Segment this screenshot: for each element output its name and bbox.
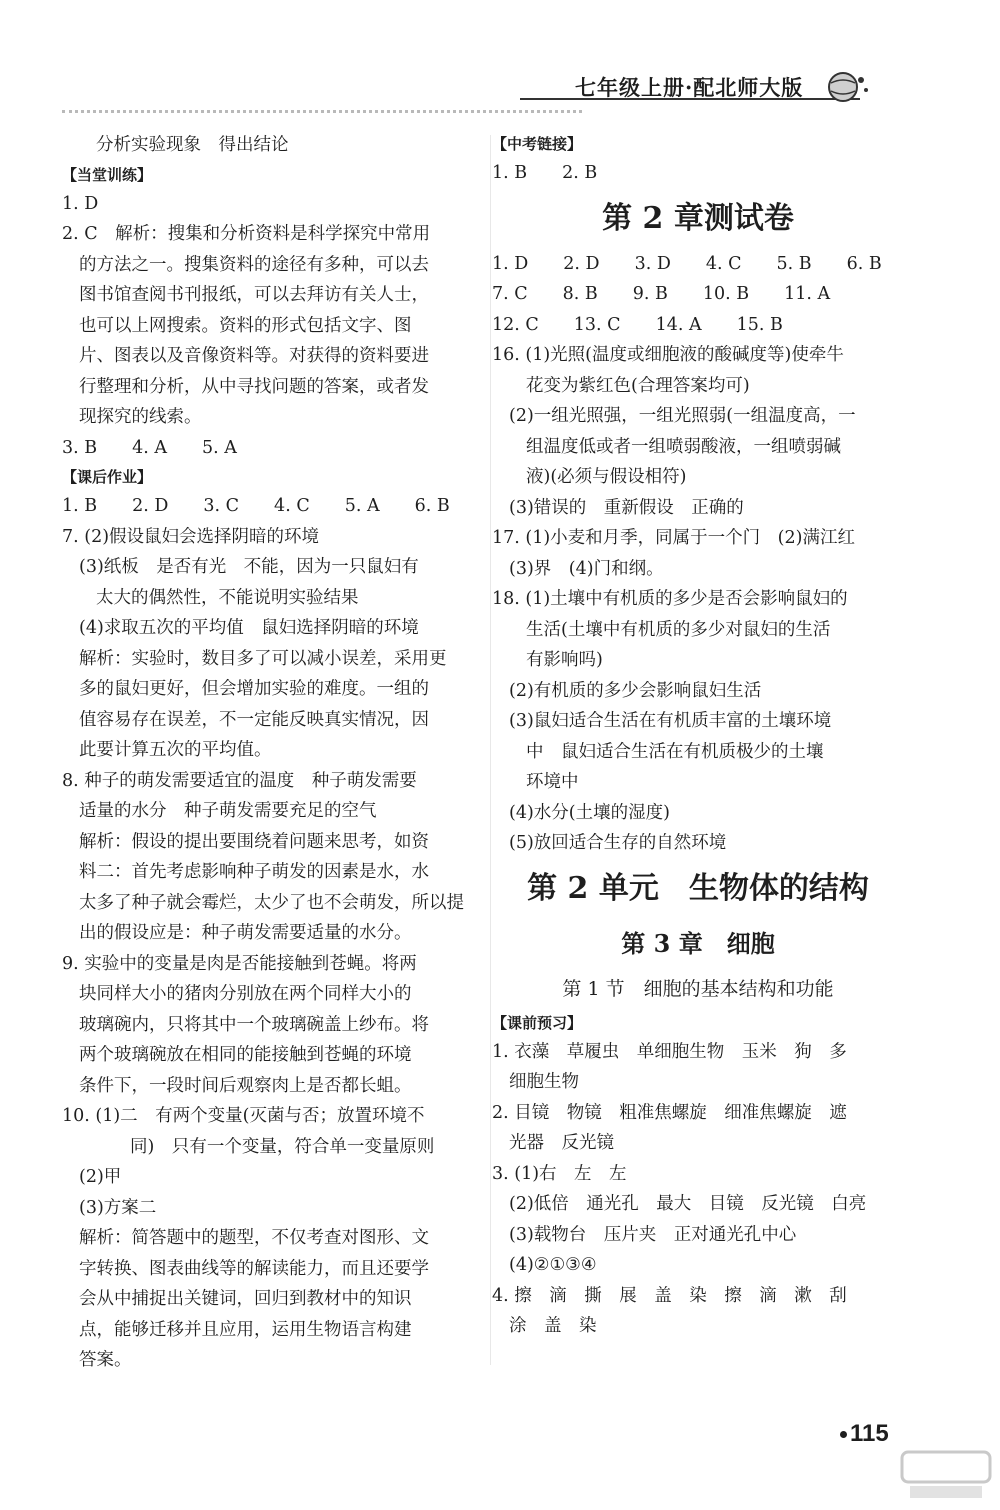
text-line: 生活(土壤中有机质的多少对鼠妇的生活 [526,619,831,640]
text-line: 3. B 4. A 5. A [62,437,237,458]
text-line: 12. C 13. C 14. A 15. B [492,314,783,335]
text-line: 字转换、图表曲线等的解读能力，而且还要学 [79,1258,429,1279]
text-line: 组温度低或者一组喷弱酸液，一组喷弱碱 [526,436,841,457]
text-line: 值容易存在误差，不一定能反映真实情况，因 [79,709,429,730]
chapter-heading: 第 2 单元 生物体的结构 [527,870,869,906]
text-line: 解析：简答题中的题型，不仅考查对图形、文 [79,1228,429,1248]
text-line: (2)有机质的多少会影响鼠妇生活 [509,680,762,701]
text-line: 会从中捕捉出关键词，回归到教材中的知识 [79,1289,412,1309]
book-title: 七年级上册·配北师大版 [575,75,804,100]
text-line: 涂 盖 染 [509,1316,597,1336]
text-line: 片、图表以及音像资料等。对获得的资料要进 [79,346,429,366]
header-dotted-rule [62,110,582,113]
text-line: 的方法之一。搜集资料的途径有多种，可以去 [79,254,429,275]
text-line: 7. (2)假设鼠妇会选择阴暗的环境 [62,526,320,547]
watermark-stamp-icon [900,1450,992,1502]
text-line: 出的假设应是：种子萌发需要适量的水分。 [79,923,412,943]
text-line: (2)甲 [79,1167,122,1187]
text-line: 17. (1)小麦和月季，同属于一个门 (2)满江红 [492,528,855,548]
globe-logo-icon [826,70,870,104]
section-heading: 【课后作业】 [62,468,153,486]
section-heading: 【当堂训练】 [62,165,153,184]
text-line: 1. D 2. D 3. D 4. C 5. B 6. B [492,253,882,274]
text-line: 4. 擦 滴 撕 展 盖 染 擦 滴 漱 刮 [492,1285,847,1306]
text-line: 同) 只有一个变量，符合单一变量原则 [130,1136,435,1157]
text-line: 1. 衣藻 草履虫 单细胞生物 玉米 狗 多 [492,1041,847,1062]
text-line: (3)界 (4)门和纲。 [509,558,664,579]
text-line: 解析：实验时，数目多了可以减小误差，采用更 [79,648,447,669]
text-line: (5)放回适合生存的自然环境 [509,833,727,853]
text-line: 光器 反光镜 [509,1133,614,1153]
section-heading: 【中考链接】 [492,135,583,153]
text-line: 1. D [62,193,99,214]
text-line: 也可以上网搜索。资料的形式包括文字、图 [79,315,412,336]
chapter-heading: 第 2 章测试卷 [602,200,794,236]
text-line: (3)载物台 压片夹 正对通光孔中心 [509,1224,797,1245]
page-header [0,60,1000,120]
text-line: 3. (1)右 左 左 [492,1163,627,1184]
text-line: 液)(必须与假设相符) [526,467,687,487]
text-line: 答案。 [79,1350,132,1370]
text-line: (3)鼠妇适合生活在有机质丰富的土壤环境 [509,711,832,731]
left-column [62,130,480,1376]
text-line: 多的鼠妇更好，但会增加实验的难度。一组的 [79,679,429,699]
text-line: 7. C 8. B 9. B 10. B 11. A [492,284,831,304]
text-line: 18. (1)土壤中有机质的多少是否会影响鼠妇的 [492,589,848,609]
text-line: (3)纸板 是否有光 不能，因为一只鼠妇有 [79,557,419,577]
text-line: 条件下，一段时间后观察肉上是否都长蛆。 [79,1075,412,1096]
text-line: (3)错误的 重新假设 正确的 [509,497,744,518]
text-line: (4)②①③④ [509,1255,597,1275]
text-line: 2. C 解析：搜集和分析资料是科学探究中常用 [62,224,431,244]
text-line: 10. (1)二 有两个变量(灭菌与否；放置环境不 [62,1106,425,1126]
text-line: (3)方案二 [79,1197,157,1218]
text-line: 太大的偶然性，不能说明实验结果 [96,587,359,608]
text-line: 环境中 [526,772,579,792]
text-line: 块同样大小的猪肉分别放在两个同样大小的 [79,984,412,1004]
text-line: 解析：假设的提出要围绕着问题来思考，如资 [79,831,429,852]
section-heading: 【课前预习】 [492,1013,583,1032]
chapter-subheading: 第 3 章 细胞 [621,928,775,958]
text-line: (4)求取五次的平均值 鼠妇选择阴暗的环境 [79,618,419,638]
text-line: 中 鼠妇适合生活在有机质极少的土壤 [526,741,824,762]
page-number: 115 [840,1420,889,1448]
text-line: 此要计算五次的平均值。 [79,740,272,760]
text-line: 细胞生物 [509,1072,579,1092]
text-line: 适量的水分 种子萌发需要充足的空气 [79,801,377,821]
text-line: (2)低倍 通光孔 最大 目镜 反光镜 白亮 [509,1194,867,1214]
text-line: 有影响吗) [526,650,603,670]
text-line: 行整理和分析，从中寻找问题的答案，或者发 [79,376,429,397]
text-line: 两个玻璃碗放在相同的能接触到苍蝇的环境 [79,1045,412,1065]
text-line: 16. (1)光照(温度或细胞液的酸碱度等)使牵牛 [492,345,844,365]
text-line: 分析实验现象 得出结论 [96,135,289,155]
text-line: 1. B 2. D 3. C 4. C 5. A 6. B [62,496,450,516]
text-line: 料二：首先考虑影响种子萌发的因素是水，水 [79,862,429,882]
text-line: (2)一组光照强，一组光照弱(一组温度高，一 [509,406,856,426]
text-line: 花变为紫红色(合理答案均可) [526,375,750,396]
right-column [492,130,904,1342]
column-divider [490,135,491,1365]
text-line: 点，能够迁移并且应用，运用生物语言构建 [79,1319,412,1340]
text-line: 现探究的线索。 [79,407,202,427]
text-line: (4)水分(土壤的湿度) [509,802,670,823]
text-line: 玻璃碗内，只将其中一个玻璃碗盖上纱布。将 [79,1014,429,1035]
text-line: 图书馆查阅书刊报纸，可以去拜访有关人士， [79,285,429,305]
text-line: 2. 目镜 物镜 粗准焦螺旋 细准焦螺旋 遮 [492,1102,847,1123]
section-title: 第 1 节 细胞的基本结构和功能 [562,977,834,1000]
text-line: 1. B 2. B [492,163,598,183]
text-line: 8. 种子的萌发需要适宜的温度 种子萌发需要 [62,770,417,791]
text-line: 9. 实验中的变量是肉是否能接触到苍蝇。将两 [62,953,417,974]
text-line: 太多了种子就会霉烂，太少了也不会萌发，所以提 [79,892,464,913]
